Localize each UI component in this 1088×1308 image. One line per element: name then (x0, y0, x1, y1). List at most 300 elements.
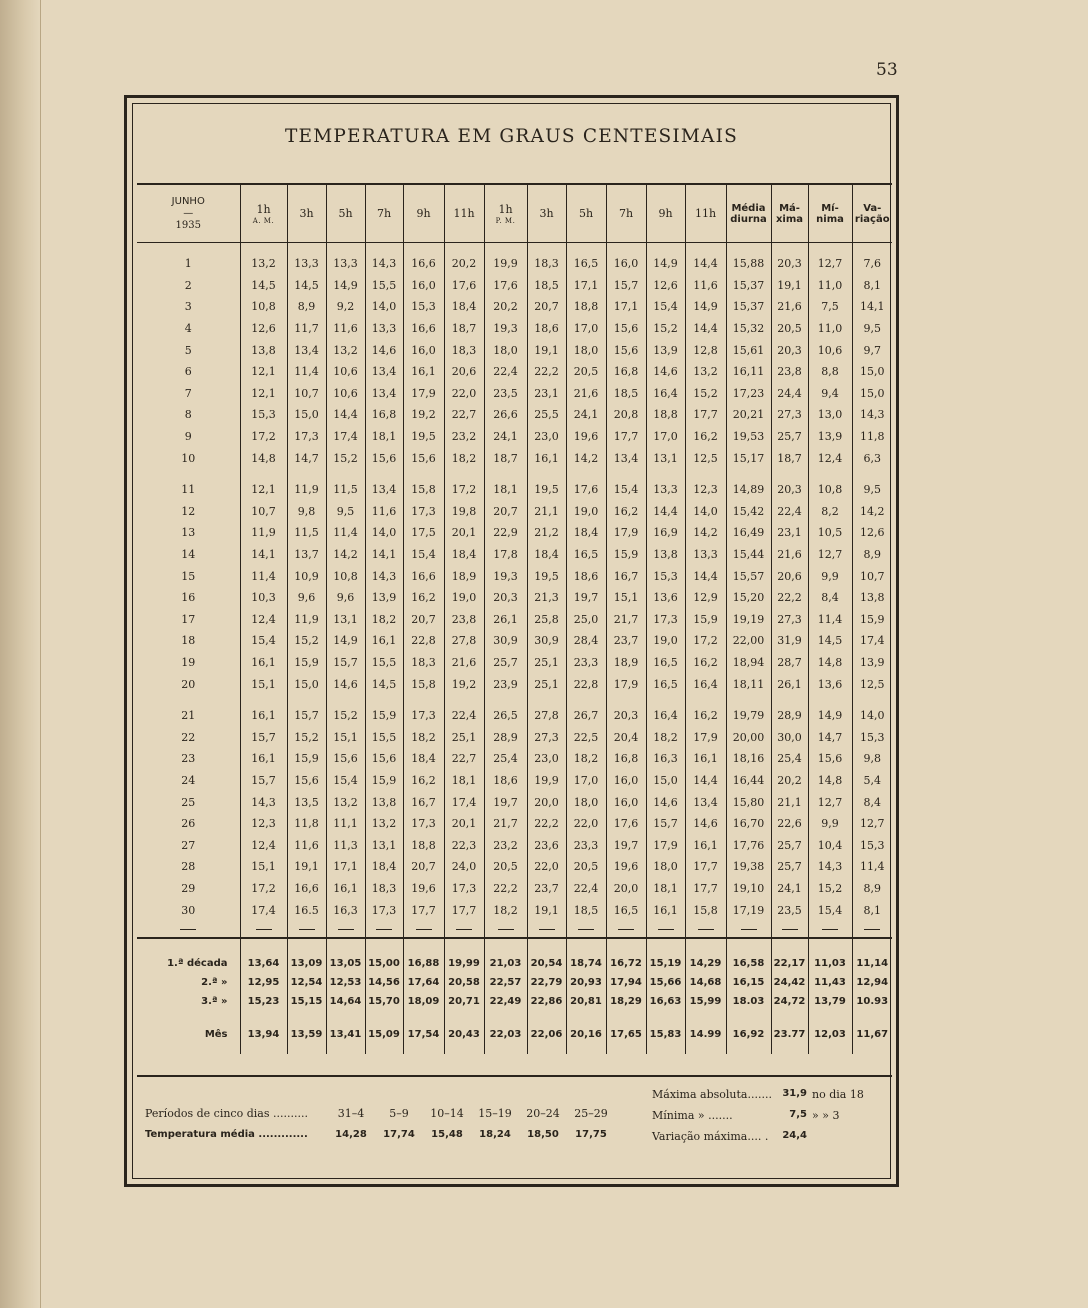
day-cell: 21 (137, 695, 240, 727)
value-cell: 14,4 (685, 318, 726, 340)
value-cell: 14,1 (860, 300, 885, 314)
value-cell: 12,5 (685, 447, 726, 469)
value-cell: 12,4 (808, 447, 852, 469)
value-cell: 23,9 (484, 673, 527, 695)
value-cell: 20,3 (771, 469, 808, 501)
dash-cell (365, 921, 403, 938)
value-cell: 8,4 (808, 587, 852, 609)
value-cell: 18,6 (484, 770, 527, 792)
value-cell: 14,3 (860, 408, 885, 422)
value-cell: 10,8 (240, 296, 287, 318)
value-cell: 18,1 (646, 878, 685, 900)
dash-cell (566, 921, 606, 938)
value-cell: 11,8 (287, 813, 326, 835)
value-cell: 17,4 (444, 791, 484, 813)
value-cell: 19,5 (527, 565, 566, 587)
summary-value: 10.93 (856, 995, 889, 1007)
value-cell: 18,1 (365, 426, 403, 448)
table-title: TEMPERATURA EM GRAUS CENTESIMAIS (284, 126, 738, 147)
value-cell: 20,0 (606, 878, 646, 900)
day-cell: 27 (137, 834, 240, 856)
summary-value: 13,79 (808, 992, 852, 1011)
value-cell: 20,1 (444, 813, 484, 835)
value-cell: 17,0 (566, 318, 606, 340)
day-cell: 26 (137, 813, 240, 835)
value-cell: 17,2 (240, 426, 287, 448)
dash-mark (578, 929, 594, 930)
value-cell: 16,1 (527, 447, 566, 469)
value-cell: 11,4 (860, 860, 885, 874)
maxima-header: Má- xima (771, 185, 808, 243)
summary-value: 17,54 (403, 1011, 444, 1054)
dash-cell (771, 921, 808, 938)
value-cell: 16,2 (685, 695, 726, 727)
bottom-summary (137, 1075, 892, 1183)
dash-cell (484, 921, 527, 938)
value-cell: 18,0 (566, 339, 606, 361)
value-cell: 15,4 (606, 469, 646, 501)
value-cell: 22,4 (484, 361, 527, 383)
summary-value: 13,09 (287, 938, 326, 973)
value-cell: 19,0 (646, 630, 685, 652)
value-cell: 10,7 (860, 569, 885, 583)
table-row (137, 834, 892, 856)
value-cell: 15,9 (606, 544, 646, 566)
value-cell: 14,4 (326, 404, 365, 426)
value-cell: 31,9 (771, 630, 808, 652)
value-cell: 20,5 (771, 318, 808, 340)
value-cell: 17,9 (606, 522, 646, 544)
summary-value: 14.99 (685, 1011, 726, 1054)
value-cell: 15,0 (860, 365, 885, 379)
value-cell: 14,4 (646, 501, 685, 523)
period-range: 5–9 (389, 1107, 409, 1120)
value-cell: 21,1 (527, 501, 566, 523)
value-cell: 17,23 (726, 383, 771, 405)
value-cell: 17,6 (606, 813, 646, 835)
value-cell: 24,1 (771, 878, 808, 900)
value-cell: 19,7 (566, 587, 606, 609)
value-cell: 20,3 (484, 587, 527, 609)
dash-cell (287, 921, 326, 938)
value-cell: 16,6 (403, 565, 444, 587)
value-cell: 17,4 (860, 634, 885, 648)
dash-cell (685, 921, 726, 938)
dash-mark (618, 929, 634, 930)
value-cell: 18,8 (403, 834, 444, 856)
table-row (137, 587, 892, 609)
dash-cell (646, 921, 685, 938)
value-cell: 27,3 (771, 404, 808, 426)
value-cell: 22,4 (566, 878, 606, 900)
summary-value: 24,72 (771, 992, 808, 1011)
value-cell: 13,2 (365, 813, 403, 835)
summary-value: 14,68 (685, 973, 726, 992)
day-cell: 2 (137, 275, 240, 297)
value-cell: 15,2 (646, 318, 685, 340)
value-cell: 13,3 (685, 544, 726, 566)
value-cell: 23,7 (527, 878, 566, 900)
value-cell: 14,0 (365, 296, 403, 318)
value-cell: 21,6 (771, 544, 808, 566)
value-cell: 15,6 (606, 339, 646, 361)
value-cell: 26,7 (566, 695, 606, 727)
value-cell: 20,00 (726, 726, 771, 748)
value-cell: 25,8 (527, 609, 566, 631)
table-body (137, 243, 892, 1054)
value-cell: 13,9 (808, 426, 852, 448)
summary-value: 16,58 (726, 938, 771, 973)
value-cell: 24,4 (771, 383, 808, 405)
max-absolute-day: no dia 18 (812, 1088, 864, 1101)
max-variation-label: Variação máxima.... . (652, 1130, 769, 1143)
value-cell: 20,3 (771, 339, 808, 361)
summary-value: 21,03 (484, 938, 527, 973)
decade-summary-row (137, 938, 892, 973)
table-row (137, 791, 892, 813)
table-row (137, 469, 892, 501)
value-cell: 17,6 (566, 469, 606, 501)
value-cell: 14,2 (860, 504, 885, 518)
value-cell: 19,3 (484, 565, 527, 587)
value-cell: 14,8 (240, 447, 287, 469)
value-cell: 18,2 (444, 447, 484, 469)
value-cell: 15,4 (646, 296, 685, 318)
day-cell: 9 (137, 426, 240, 448)
value-cell: 18,5 (606, 383, 646, 405)
value-cell: 15,9 (287, 748, 326, 770)
value-cell: 15,80 (726, 791, 771, 813)
value-cell: 9,5 (326, 501, 365, 523)
value-cell: 11,5 (287, 522, 326, 544)
value-cell: 16,1 (240, 748, 287, 770)
table-row (137, 878, 892, 900)
value-cell: 15,9 (287, 652, 326, 674)
value-cell: 12,4 (240, 609, 287, 631)
dash-cell (808, 921, 852, 938)
value-cell: 14,9 (326, 275, 365, 297)
value-cell: 17,2 (444, 469, 484, 501)
value-cell: 10,9 (287, 565, 326, 587)
value-cell: 14,89 (726, 469, 771, 501)
summary-value: 12,95 (240, 973, 287, 992)
value-cell: 10,6 (326, 361, 365, 383)
summary-value: 18.03 (726, 992, 771, 1011)
value-cell: 19,5 (403, 426, 444, 448)
value-cell: 20,3 (771, 243, 808, 275)
table-row (137, 426, 892, 448)
day-cell: 12 (137, 501, 240, 523)
value-cell: 15,1 (326, 726, 365, 748)
day-cell: 22 (137, 726, 240, 748)
value-cell: 13,2 (326, 339, 365, 361)
value-cell: 18,3 (403, 652, 444, 674)
summary-value: 22,57 (484, 973, 527, 992)
value-cell: 12,3 (685, 469, 726, 501)
value-cell: 22,6 (771, 813, 808, 835)
value-cell: 22,8 (566, 673, 606, 695)
dash-cell (444, 921, 484, 938)
value-cell: 11,3 (326, 834, 365, 856)
value-cell: 12,5 (860, 677, 885, 691)
value-cell: 11,6 (365, 501, 403, 523)
value-cell: 22,9 (484, 522, 527, 544)
value-cell: 18,8 (566, 296, 606, 318)
value-cell: 16,4 (685, 673, 726, 695)
period-mean: 18,24 (479, 1129, 511, 1140)
dash-mark (698, 929, 714, 930)
value-cell: 14,2 (566, 447, 606, 469)
value-cell: 30,0 (771, 726, 808, 748)
value-cell: 15,2 (287, 630, 326, 652)
value-cell: 13,3 (646, 469, 685, 501)
value-cell: 21,2 (527, 522, 566, 544)
value-cell: 13,9 (646, 339, 685, 361)
summary-value: 20,16 (566, 1011, 606, 1054)
value-cell: 13,4 (287, 339, 326, 361)
value-cell: 18,6 (527, 318, 566, 340)
value-cell: 20,7 (527, 296, 566, 318)
value-cell: 19,0 (566, 501, 606, 523)
value-cell: 22,2 (527, 813, 566, 835)
value-cell: 26,5 (484, 695, 527, 727)
value-cell: 12,3 (240, 813, 287, 835)
value-cell: 16,3 (326, 899, 365, 921)
value-cell: 28,9 (484, 726, 527, 748)
value-cell: 20,2 (484, 296, 527, 318)
value-cell: 18,3 (365, 878, 403, 900)
value-cell: 15,37 (726, 296, 771, 318)
value-cell: 15,2 (287, 726, 326, 748)
table-row (137, 748, 892, 770)
value-cell: 25,7 (771, 426, 808, 448)
value-cell: 21,6 (771, 296, 808, 318)
value-cell: 21,3 (527, 587, 566, 609)
value-cell: 15,8 (403, 673, 444, 695)
summary-label: Mês (137, 1011, 240, 1054)
value-cell: 14,3 (808, 856, 852, 878)
value-cell: 16,1 (240, 652, 287, 674)
value-cell: 14,1 (365, 544, 403, 566)
value-cell: 14,6 (365, 339, 403, 361)
value-cell: 5,4 (863, 773, 881, 787)
value-cell: 13,1 (365, 834, 403, 856)
summary-value: 20,54 (527, 938, 566, 973)
value-cell: 10,8 (326, 565, 365, 587)
value-cell: 14,9 (808, 695, 852, 727)
summary-value: 11,67 (856, 1028, 889, 1040)
value-cell: 13,3 (287, 243, 326, 275)
value-cell: 17,9 (685, 726, 726, 748)
value-cell: 18,2 (403, 726, 444, 748)
summary-value: 22,86 (527, 992, 566, 1011)
value-cell: 23,0 (527, 748, 566, 770)
value-cell: 13,8 (646, 544, 685, 566)
value-cell: 15,9 (365, 695, 403, 727)
value-cell: 14,0 (365, 522, 403, 544)
value-cell: 16,0 (403, 339, 444, 361)
value-cell: 23,0 (527, 426, 566, 448)
value-cell: 19,1 (527, 899, 566, 921)
value-cell: 20,2 (771, 770, 808, 792)
summary-value: 12,54 (287, 973, 326, 992)
value-cell: 15,4 (808, 899, 852, 921)
value-cell: 20,5 (566, 361, 606, 383)
value-cell: 9,9 (808, 565, 852, 587)
value-cell: 9,4 (808, 383, 852, 405)
value-cell: 15,61 (726, 339, 771, 361)
value-cell: 14,7 (808, 726, 852, 748)
value-cell: 17,3 (403, 501, 444, 523)
minima-header: Mí- nima (808, 185, 852, 243)
summary-value: 16,63 (646, 992, 685, 1011)
dash-cell (403, 921, 444, 938)
value-cell: 16,3 (646, 748, 685, 770)
value-cell: 13,4 (365, 361, 403, 383)
value-cell: 17,8 (484, 544, 527, 566)
day-cell: 10 (137, 447, 240, 469)
value-cell: 15,6 (365, 447, 403, 469)
value-cell: 16,1 (685, 834, 726, 856)
summary-value: 13,64 (240, 938, 287, 973)
value-cell: 11,4 (287, 361, 326, 383)
table-row (137, 726, 892, 748)
value-cell: 15,88 (726, 243, 771, 275)
day-cell: 13 (137, 522, 240, 544)
value-cell: 16,0 (403, 275, 444, 297)
value-cell: 30,9 (527, 630, 566, 652)
value-cell: 22,7 (444, 748, 484, 770)
value-cell: 15,6 (808, 748, 852, 770)
table-row (137, 501, 892, 523)
value-cell: 17,2 (685, 630, 726, 652)
value-cell: 23,1 (527, 383, 566, 405)
value-cell: 22,3 (444, 834, 484, 856)
value-cell: 18,5 (527, 275, 566, 297)
value-cell: 17,6 (444, 275, 484, 297)
day-cell: 23 (137, 748, 240, 770)
value-cell: 15,6 (365, 748, 403, 770)
day-cell: 24 (137, 770, 240, 792)
summary-value: 22,03 (484, 1011, 527, 1054)
value-cell: 15,17 (726, 447, 771, 469)
period-mean: 17,74 (383, 1129, 415, 1140)
value-cell: 9,2 (326, 296, 365, 318)
value-cell: 27,3 (527, 726, 566, 748)
summary-value: 18,29 (606, 992, 646, 1011)
period-range: 25–29 (574, 1107, 608, 1120)
value-cell: 19,6 (606, 856, 646, 878)
summary-value: 15,15 (287, 992, 326, 1011)
value-cell: 18,5 (566, 899, 606, 921)
value-cell: 19,1 (527, 339, 566, 361)
hour-header: 7h (606, 185, 646, 243)
dash-mark (498, 929, 514, 930)
summary-value: 13,59 (287, 1011, 326, 1054)
value-cell: 13,9 (860, 655, 885, 669)
value-cell: 13,3 (365, 318, 403, 340)
summary-value: 23.77 (771, 1011, 808, 1054)
value-cell: 17,9 (646, 834, 685, 856)
value-cell: 25,1 (527, 673, 566, 695)
value-cell: 20,7 (403, 609, 444, 631)
dash-mark (256, 929, 272, 930)
value-cell: 9,9 (808, 813, 852, 835)
min-absolute-day: » » 3 (812, 1109, 840, 1122)
day-cell: 7 (137, 383, 240, 405)
table-row (137, 899, 892, 921)
value-cell: 19,3 (484, 318, 527, 340)
dash-mark (782, 929, 798, 930)
value-cell: 18,0 (566, 791, 606, 813)
value-cell: 10,7 (287, 383, 326, 405)
summary-value: 20,43 (444, 1011, 484, 1054)
value-cell: 17,7 (685, 404, 726, 426)
value-cell: 14,6 (326, 673, 365, 695)
hour-header: 1h A. M. (240, 185, 287, 243)
value-cell: 14,4 (685, 770, 726, 792)
value-cell: 17,76 (726, 834, 771, 856)
value-cell: 20,3 (606, 695, 646, 727)
value-cell: 13,4 (365, 469, 403, 501)
value-cell: 24,0 (444, 856, 484, 878)
value-cell: 18,4 (365, 856, 403, 878)
page-number: 53 (876, 60, 898, 80)
period-range: 20–24 (526, 1107, 560, 1120)
dash-mark (864, 929, 880, 930)
value-cell: 16,6 (287, 878, 326, 900)
value-cell: 15,37 (726, 275, 771, 297)
value-cell: 15,8 (685, 899, 726, 921)
value-cell: 11,5 (326, 469, 365, 501)
decade-summary-row (137, 992, 892, 1011)
value-cell: 17,1 (566, 275, 606, 297)
value-cell: 9,6 (326, 587, 365, 609)
value-cell: 8,2 (808, 501, 852, 523)
value-cell: 10,8 (808, 469, 852, 501)
value-cell: 23,7 (606, 630, 646, 652)
day-cell: 1 (137, 243, 240, 275)
value-cell: 10,4 (808, 834, 852, 856)
value-cell: 15,0 (287, 673, 326, 695)
value-cell: 19,1 (287, 856, 326, 878)
table-row (137, 361, 892, 383)
value-cell: 12,1 (240, 383, 287, 405)
value-cell: 22,0 (566, 813, 606, 835)
value-cell: 15,3 (860, 838, 885, 852)
value-cell: 14,2 (326, 544, 365, 566)
value-cell: 19,1 (771, 275, 808, 297)
value-cell: 15,57 (726, 565, 771, 587)
value-cell: 14,3 (365, 243, 403, 275)
value-cell: 20,6 (444, 361, 484, 383)
value-cell: 13,1 (646, 447, 685, 469)
value-cell: 18,0 (484, 339, 527, 361)
table-row (137, 652, 892, 674)
value-cell: 17,9 (403, 383, 444, 405)
media-header: Média diurna (726, 185, 771, 243)
value-cell: 18,9 (444, 565, 484, 587)
value-cell: 15,42 (726, 501, 771, 523)
value-cell: 17,3 (403, 813, 444, 835)
hour-header: 11h (444, 185, 484, 243)
value-cell: 23,3 (566, 834, 606, 856)
summary-value: 24,42 (771, 973, 808, 992)
value-cell: 12,1 (240, 469, 287, 501)
value-cell: 15,3 (403, 296, 444, 318)
table-row (137, 296, 892, 318)
dash-cell (527, 921, 566, 938)
